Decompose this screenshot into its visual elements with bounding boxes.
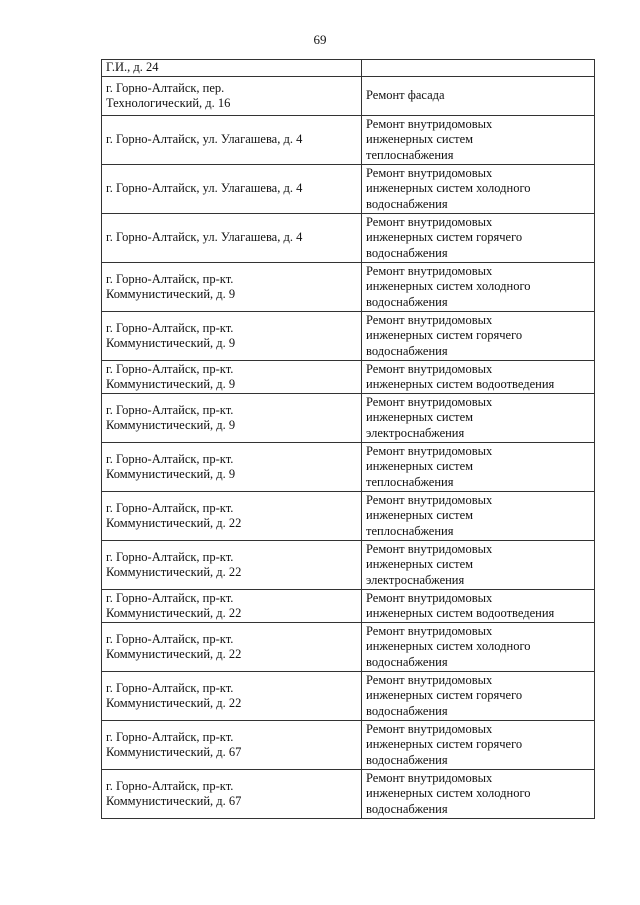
address-line: г. Горно-Алтайск, пр-кт. bbox=[106, 590, 234, 605]
work-line: Ремонт внутридомовых bbox=[366, 721, 493, 736]
address-line: г. Горно-Алтайск, пр-кт. bbox=[106, 402, 234, 417]
address-cell bbox=[102, 721, 362, 770]
address-line: Коммунистический, д. 9 bbox=[106, 287, 236, 301]
work-cell bbox=[362, 541, 595, 590]
address-line: г. Горно-Алтайск, пр-кт. bbox=[106, 778, 234, 793]
work-cell bbox=[362, 394, 595, 443]
work-cell bbox=[362, 770, 595, 819]
work-line: инженерных систем горячего bbox=[366, 688, 523, 703]
work-line: Ремонт внутридомовых bbox=[366, 443, 493, 458]
work-line: электроснабжения bbox=[366, 572, 465, 587]
work-line: водоснабжения bbox=[366, 654, 448, 669]
work-line: инженерных систем холодного bbox=[366, 181, 531, 196]
work-cell bbox=[362, 590, 595, 623]
work-line: теплоснабжения bbox=[366, 147, 454, 162]
address-cell bbox=[102, 116, 362, 165]
works-table bbox=[101, 59, 595, 819]
table-row bbox=[102, 263, 595, 312]
address-cell bbox=[102, 77, 362, 116]
work-line: инженерных систем bbox=[366, 557, 474, 572]
table-row bbox=[102, 60, 595, 77]
address-line: Технологический, д. 16 bbox=[106, 96, 231, 110]
work-cell bbox=[362, 312, 595, 361]
table-row bbox=[102, 394, 595, 443]
work-line: инженерных систем холодного bbox=[366, 279, 531, 294]
address-line: г. Горно-Алтайск, пр-кт. bbox=[106, 729, 234, 744]
work-line: Ремонт внутридомовых bbox=[366, 590, 493, 605]
work-line: водоснабжения bbox=[366, 196, 448, 211]
table-row bbox=[102, 492, 595, 541]
table-row bbox=[102, 165, 595, 214]
address-line: г. Горно-Алтайск, пер. bbox=[106, 80, 225, 95]
address-line: г. Горно-Алтайск, пр-кт. bbox=[106, 320, 234, 335]
work-line: водоснабжения bbox=[366, 752, 448, 767]
work-line: теплоснабжения bbox=[366, 474, 454, 489]
address-cell bbox=[102, 541, 362, 590]
address-line: Коммунистический, д. 22 bbox=[106, 516, 242, 530]
address-cell bbox=[102, 312, 362, 361]
address-line: Коммунистический, д. 9 bbox=[106, 467, 236, 481]
work-line: Ремонт внутридомовых bbox=[366, 492, 493, 507]
address-line: г. Горно-Алтайск, пр-кт. bbox=[106, 680, 234, 695]
work-line: водоснабжения bbox=[366, 343, 448, 358]
address-cell bbox=[102, 361, 362, 394]
address-line: Коммунистический, д. 9 bbox=[106, 336, 236, 350]
work-cell bbox=[362, 672, 595, 721]
table-row bbox=[102, 541, 595, 590]
work-line: инженерных систем bbox=[366, 410, 474, 425]
work-line: Ремонт внутридомовых bbox=[366, 214, 493, 229]
work-line: инженерных систем водоотведения bbox=[366, 377, 555, 391]
work-line: инженерных систем холодного bbox=[366, 786, 531, 801]
work-cell bbox=[362, 263, 595, 312]
address-line: Коммунистический, д. 22 bbox=[106, 606, 242, 620]
work-line: инженерных систем горячего bbox=[366, 230, 523, 245]
work-line: водоснабжения bbox=[366, 245, 448, 260]
work-line: Ремонт внутридомовых bbox=[366, 361, 493, 376]
table-row bbox=[102, 623, 595, 672]
address-cell bbox=[102, 770, 362, 819]
work-line: инженерных систем холодного bbox=[366, 639, 531, 654]
address-cell bbox=[102, 263, 362, 312]
table-row bbox=[102, 312, 595, 361]
work-cell bbox=[362, 116, 595, 165]
address-line: г. Горно-Алтайск, пр-кт. bbox=[106, 271, 234, 286]
address-line: г. Горно-Алтайск, ул. Улагашева, д. 4 bbox=[106, 230, 303, 245]
table-row bbox=[102, 361, 595, 394]
work-line: водоснабжения bbox=[366, 294, 448, 309]
address-line: Коммунистический, д. 9 bbox=[106, 377, 236, 391]
address-cell bbox=[102, 214, 362, 263]
address-line: г. Горно-Алтайск, пр-кт. bbox=[106, 361, 234, 376]
address-line: Коммунистический, д. 22 bbox=[106, 647, 242, 661]
work-line: инженерных систем bbox=[366, 132, 474, 147]
address-line: Коммунистический, д. 22 bbox=[106, 696, 242, 710]
work-line: Ремонт внутридомовых bbox=[366, 394, 493, 409]
table-row bbox=[102, 116, 595, 165]
address-cell bbox=[102, 672, 362, 721]
address-line: г. Горно-Алтайск, пр-кт. bbox=[106, 549, 234, 564]
work-cell bbox=[362, 77, 595, 116]
address-cell bbox=[102, 590, 362, 623]
work-line: Ремонт внутридомовых bbox=[366, 312, 493, 327]
address-cell bbox=[102, 60, 362, 77]
work-cell bbox=[362, 165, 595, 214]
work-line: Ремонт внутридомовых bbox=[366, 165, 493, 180]
address-line: г. Горно-Алтайск, пр-кт. bbox=[106, 451, 234, 466]
table-row bbox=[102, 590, 595, 623]
work-line: водоснабжения bbox=[366, 801, 448, 816]
work-cell bbox=[362, 492, 595, 541]
work-line: Ремонт внутридомовых bbox=[366, 116, 493, 131]
work-line: Ремонт внутридомовых bbox=[366, 263, 493, 278]
address-cell bbox=[102, 165, 362, 214]
work-line: Ремонт внутридомовых bbox=[366, 770, 493, 785]
address-line: г. Горно-Алтайск, ул. Улагашева, д. 4 bbox=[106, 181, 303, 196]
address-line: Коммунистический, д. 67 bbox=[106, 794, 242, 808]
address-cell bbox=[102, 443, 362, 492]
work-line: водоснабжения bbox=[366, 703, 448, 718]
work-cell bbox=[362, 623, 595, 672]
table-row bbox=[102, 77, 595, 116]
address-line: Г.И., д. 24 bbox=[106, 60, 159, 75]
work-line: электроснабжения bbox=[366, 425, 465, 440]
work-line: Ремонт внутридомовых bbox=[366, 541, 493, 556]
table-row bbox=[102, 770, 595, 819]
address-line: Коммунистический, д. 67 bbox=[106, 745, 242, 759]
table-row bbox=[102, 721, 595, 770]
work-line: инженерных систем водоотведения bbox=[366, 606, 555, 620]
work-line: Ремонт фасада bbox=[366, 88, 445, 103]
works-table-body bbox=[102, 60, 595, 819]
address-cell bbox=[102, 623, 362, 672]
address-line: г. Горно-Алтайск, пр-кт. bbox=[106, 500, 234, 515]
work-line: инженерных систем bbox=[366, 459, 474, 474]
work-line: инженерных систем горячего bbox=[366, 737, 523, 752]
work-cell bbox=[362, 443, 595, 492]
address-line: Коммунистический, д. 22 bbox=[106, 565, 242, 579]
page-number: 69 bbox=[313, 32, 327, 47]
table-row bbox=[102, 443, 595, 492]
table-row bbox=[102, 214, 595, 263]
work-line: теплоснабжения bbox=[366, 523, 454, 538]
work-line: инженерных систем горячего bbox=[366, 328, 523, 343]
work-line: Ремонт внутридомовых bbox=[366, 672, 493, 687]
address-line: г. Горно-Алтайск, пр-кт. bbox=[106, 631, 234, 646]
work-cell bbox=[362, 214, 595, 263]
work-line: Ремонт внутридомовых bbox=[366, 623, 493, 638]
table-row bbox=[102, 672, 595, 721]
work-line: инженерных систем bbox=[366, 508, 474, 523]
address-line: г. Горно-Алтайск, ул. Улагашева, д. 4 bbox=[106, 132, 303, 147]
address-line: Коммунистический, д. 9 bbox=[106, 418, 236, 432]
work-cell bbox=[362, 60, 595, 77]
work-cell bbox=[362, 361, 595, 394]
address-cell bbox=[102, 492, 362, 541]
work-cell bbox=[362, 721, 595, 770]
address-cell bbox=[102, 394, 362, 443]
